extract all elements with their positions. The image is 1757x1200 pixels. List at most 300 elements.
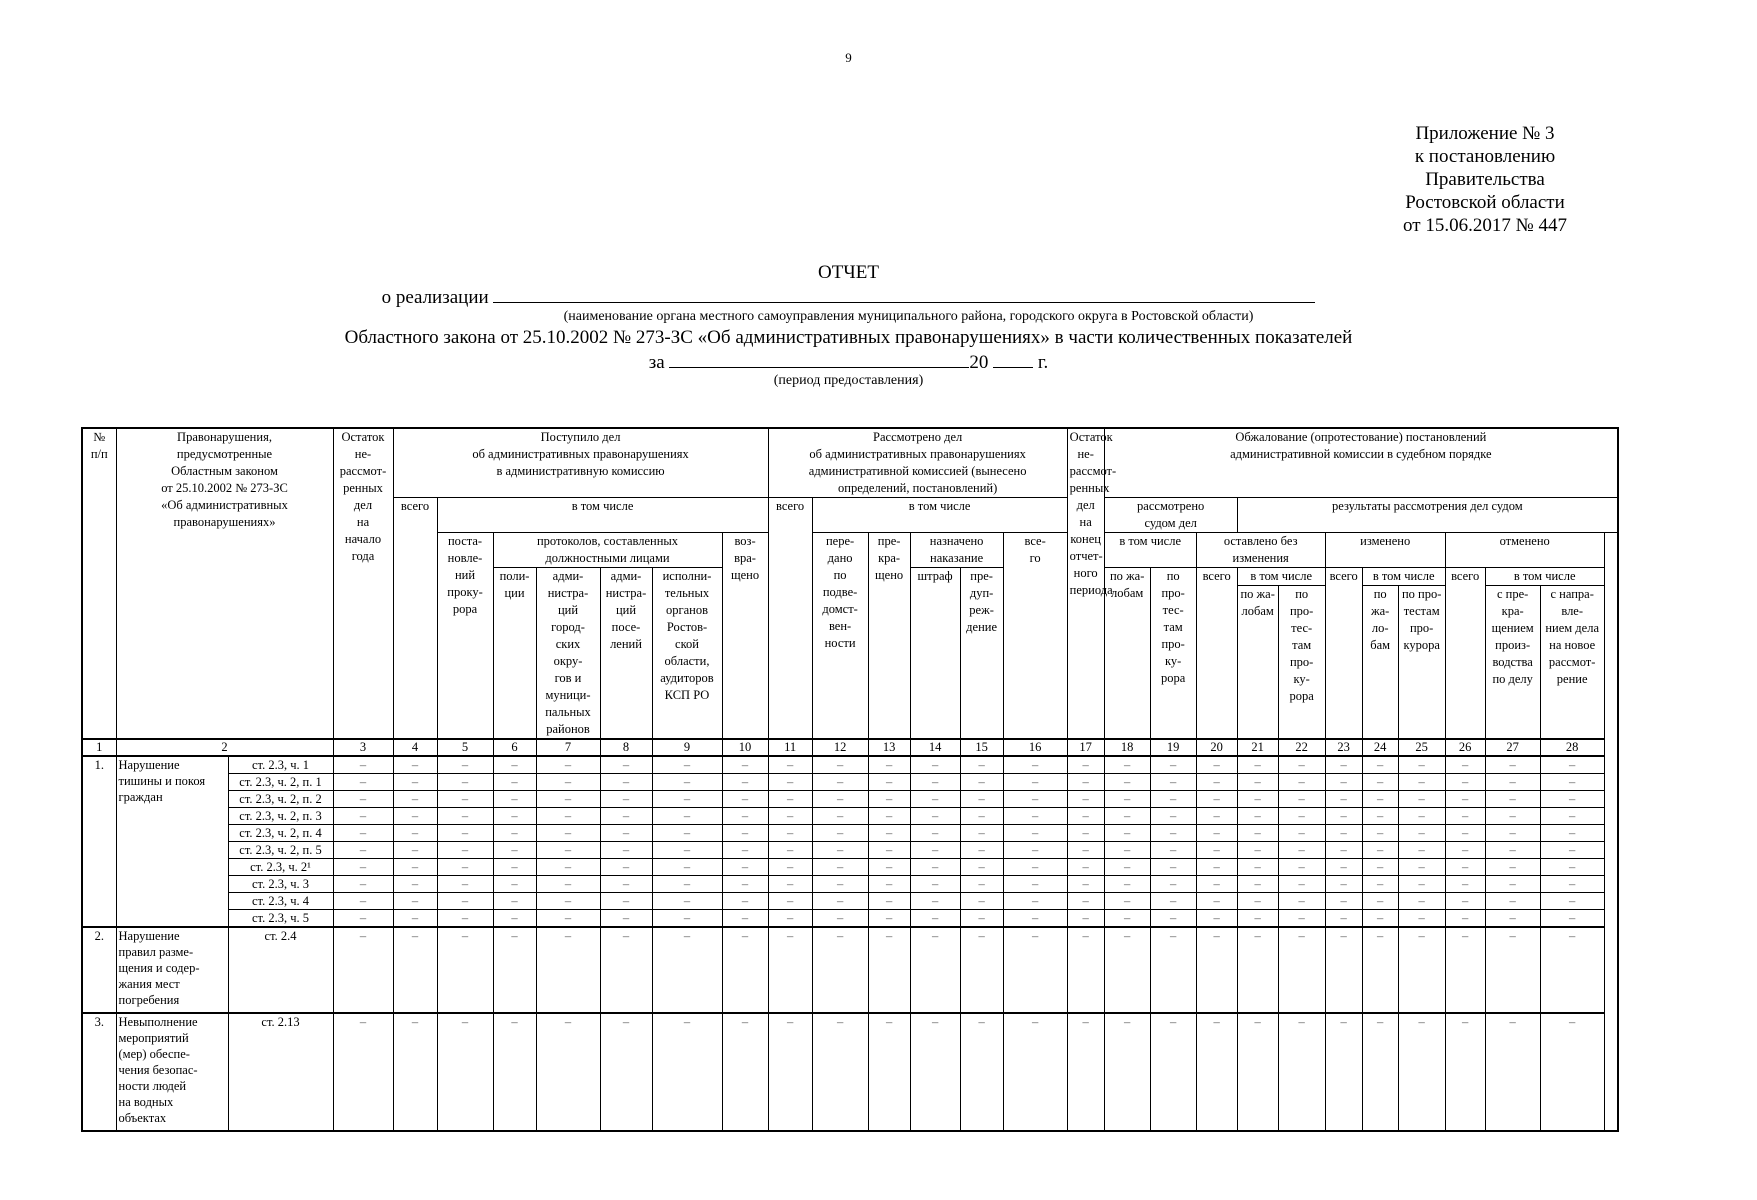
column-number: 27 — [1485, 739, 1540, 756]
value-cell: – — [1003, 876, 1067, 893]
value-cell: – — [1237, 876, 1278, 893]
value-cell: – — [600, 842, 652, 859]
value-cell: – — [333, 774, 393, 791]
value-cell: – — [1445, 859, 1485, 876]
value-cell: – — [1067, 825, 1104, 842]
value-cell: – — [333, 876, 393, 893]
header-court-considered: рассмотрено судом дел — [1104, 498, 1237, 533]
value-cell: – — [722, 859, 768, 876]
value-cell: – — [910, 1013, 960, 1131]
value-cell: – — [1278, 774, 1325, 791]
header-considered: Рассмотрено дел об административных правонарушениях административной комиссией (вынесено определений, постановлений) — [768, 428, 1067, 498]
report-table — [81, 427, 1619, 1132]
value-cell: – — [1540, 910, 1604, 928]
header-canceled-total: всего — [1445, 568, 1485, 740]
value-cell: – — [910, 774, 960, 791]
value-cell: – — [812, 1013, 868, 1131]
value-cell: – — [1278, 927, 1325, 1013]
header-changed: изменено — [1325, 533, 1445, 568]
table-row — [82, 774, 1618, 791]
value-cell: – — [652, 893, 722, 910]
table-row — [82, 825, 1618, 842]
column-number: 2 — [116, 739, 333, 756]
table-row — [82, 859, 1618, 876]
value-cell: – — [1003, 927, 1067, 1013]
value-cell: – — [1540, 1013, 1604, 1131]
value-cell: – — [393, 825, 437, 842]
value-cell: – — [493, 825, 536, 842]
value-cell: – — [1278, 825, 1325, 842]
value-cell: – — [1278, 808, 1325, 825]
value-cell: – — [1540, 774, 1604, 791]
value-cell: – — [1362, 927, 1398, 1013]
report-line-3 — [0, 350, 1697, 374]
header-num: № п/п — [82, 428, 116, 739]
value-cell: – — [1237, 756, 1278, 774]
value-cell: – — [536, 893, 600, 910]
value-cell: – — [493, 910, 536, 928]
value-cell: – — [1196, 1013, 1237, 1131]
value-cell: – — [1485, 876, 1540, 893]
appendix-line: к постановлению — [1414, 146, 1556, 167]
value-cell: – — [1398, 825, 1445, 842]
column-number: 10 — [722, 739, 768, 756]
year-blank — [993, 350, 1033, 368]
header-city-admin: адми- нистра- ций город- ских окру- гов и муници- пальных районов — [536, 568, 600, 740]
header-transferred: пере- дано по подве- домст- вен- ности — [812, 533, 868, 740]
value-cell: – — [1362, 910, 1398, 928]
value-cell: – — [1325, 756, 1362, 774]
column-number: 1 — [82, 739, 116, 756]
value-cell: – — [1485, 927, 1540, 1013]
column-number: 9 — [652, 739, 722, 756]
offense-name: Нарушение тишины и покоя граждан — [116, 756, 228, 927]
value-cell: – — [1003, 893, 1067, 910]
value-cell: – — [393, 791, 437, 808]
header-unchanged-protests: по про- тес- там про- ку- рора — [1278, 586, 1325, 739]
appendix-line: Правительства — [1425, 169, 1545, 190]
value-cell: – — [1398, 791, 1445, 808]
header-received: Поступило дел об административных правонарушениях в административную комиссию — [393, 428, 768, 498]
value-cell: – — [812, 756, 868, 774]
value-cell: – — [1362, 876, 1398, 893]
value-cell: – — [1104, 756, 1150, 774]
value-cell: – — [812, 927, 868, 1013]
value-cell: – — [652, 910, 722, 928]
value-cell: – — [437, 756, 493, 774]
article-ref: ст. 2.3, ч. 3 — [228, 876, 333, 893]
column-number: 6 — [493, 739, 536, 756]
value-cell: – — [910, 842, 960, 859]
value-cell: – — [960, 808, 1003, 825]
value-cell: – — [768, 756, 812, 774]
value-cell: – — [600, 893, 652, 910]
value-cell: – — [1325, 774, 1362, 791]
value-cell: – — [768, 927, 812, 1013]
value-cell: – — [1540, 791, 1604, 808]
value-cell: – — [652, 1013, 722, 1131]
value-cell: – — [493, 1013, 536, 1131]
value-cell: – — [1067, 1013, 1104, 1131]
column-number: 14 — [910, 739, 960, 756]
header-canceled-termination: с пре- кра- щением произ- водства по делу — [1485, 586, 1540, 739]
column-number: 16 — [1003, 739, 1067, 756]
value-cell: – — [1540, 825, 1604, 842]
value-cell: – — [1278, 893, 1325, 910]
value-cell: – — [493, 791, 536, 808]
value-cell: – — [768, 859, 812, 876]
value-cell: – — [333, 756, 393, 774]
value-cell: – — [1067, 808, 1104, 825]
value-cell: – — [960, 1013, 1003, 1131]
header-protocols: протоколов, составленных должностными лицами — [493, 533, 722, 568]
period-hint: (период предоставления) — [773, 373, 924, 388]
article-ref: ст. 2.3, ч. 2¹ — [228, 859, 333, 876]
header-offense: Правонарушения, предусмотренные Областным законом от 25.10.2002 № 273-ЗС «Об административных правонарушениях» — [116, 428, 333, 739]
value-cell: – — [722, 756, 768, 774]
value-cell: – — [437, 876, 493, 893]
column-number: 3 — [333, 739, 393, 756]
value-cell: – — [333, 859, 393, 876]
value-cell: – — [1325, 825, 1362, 842]
value-cell: – — [960, 774, 1003, 791]
value-cell: – — [722, 910, 768, 928]
value-cell: – — [768, 910, 812, 928]
organ-name-blank — [493, 285, 1315, 303]
value-cell: – — [1445, 893, 1485, 910]
value-cell: – — [910, 756, 960, 774]
value-cell: – — [1003, 859, 1067, 876]
column-number: 13 — [868, 739, 910, 756]
value-cell: – — [1237, 1013, 1278, 1131]
value-cell: – — [1104, 876, 1150, 893]
value-cell: – — [1278, 791, 1325, 808]
article-ref: ст. 2.4 — [228, 927, 333, 1013]
value-cell: – — [960, 791, 1003, 808]
value-cell: – — [960, 927, 1003, 1013]
value-cell: – — [722, 876, 768, 893]
value-cell: – — [1237, 893, 1278, 910]
value-cell: – — [600, 808, 652, 825]
value-cell: – — [536, 791, 600, 808]
column-number: 5 — [437, 739, 493, 756]
value-cell: – — [812, 910, 868, 928]
column-numbers — [82, 739, 1618, 756]
value-cell: – — [493, 842, 536, 859]
column-number: 8 — [600, 739, 652, 756]
value-cell: – — [1237, 808, 1278, 825]
header-warning: пре- дуп- реж- дение — [960, 568, 1003, 740]
value-cell: – — [722, 893, 768, 910]
header-fine: штраф — [910, 568, 960, 740]
column-number: 12 — [812, 739, 868, 756]
value-cell: – — [960, 876, 1003, 893]
value-cell: – — [536, 774, 600, 791]
value-cell: – — [1003, 1013, 1067, 1131]
header-changed-incl: в том числе — [1362, 568, 1445, 586]
value-cell: – — [1237, 842, 1278, 859]
value-cell: – — [393, 808, 437, 825]
value-cell: – — [1237, 825, 1278, 842]
value-cell: – — [1067, 774, 1104, 791]
value-cell: – — [1485, 774, 1540, 791]
value-cell: – — [768, 808, 812, 825]
value-cell: – — [333, 893, 393, 910]
value-cell: – — [1150, 893, 1196, 910]
value-cell: – — [1003, 910, 1067, 928]
value-cell: – — [1150, 825, 1196, 842]
column-number: 17 — [1067, 739, 1104, 756]
value-cell: – — [722, 842, 768, 859]
value-cell: – — [393, 756, 437, 774]
value-cell: – — [600, 791, 652, 808]
header-changed-protests: по про- тестам про- курора — [1398, 586, 1445, 739]
article-ref: ст. 2.3, ч. 1 — [228, 756, 333, 774]
value-cell: – — [437, 910, 493, 928]
column-number-row — [82, 739, 1618, 756]
value-cell: – — [600, 1013, 652, 1131]
report-line-2: Областного закона от 25.10.2002 № 273-ЗС «Об административных правонарушениях» в части количественных показателей — [344, 327, 1353, 348]
value-cell: – — [1150, 927, 1196, 1013]
value-cell: – — [652, 791, 722, 808]
value-cell: – — [1067, 876, 1104, 893]
value-cell: – — [393, 1013, 437, 1131]
value-cell: – — [1278, 842, 1325, 859]
column-number: 24 — [1362, 739, 1398, 756]
report-line-1 — [0, 285, 1697, 309]
value-cell: – — [812, 791, 868, 808]
value-cell: – — [1196, 893, 1237, 910]
value-cell: – — [1003, 842, 1067, 859]
value-cell: – — [536, 876, 600, 893]
value-cell: – — [1362, 791, 1398, 808]
value-cell: – — [1237, 774, 1278, 791]
value-cell: – — [393, 893, 437, 910]
column-number: 25 — [1398, 739, 1445, 756]
value-cell: – — [910, 791, 960, 808]
value-cell: – — [652, 859, 722, 876]
value-cell: – — [1540, 842, 1604, 859]
value-cell: – — [1067, 859, 1104, 876]
value-cell: – — [437, 791, 493, 808]
header-remaining-end: Остаток не- рассмот- ренных дел на конец отчет- ного периода — [1067, 428, 1104, 739]
value-cell: – — [1540, 927, 1604, 1013]
value-cell: – — [1540, 876, 1604, 893]
value-cell: – — [1003, 825, 1067, 842]
period-blank — [669, 350, 969, 368]
value-cell: – — [868, 859, 910, 876]
table-row — [82, 876, 1618, 893]
value-cell: – — [868, 876, 910, 893]
article-ref: ст. 2.3, ч. 5 — [228, 910, 333, 928]
value-cell: – — [1150, 859, 1196, 876]
value-cell: – — [1278, 910, 1325, 928]
value-cell: – — [812, 825, 868, 842]
column-number: 22 — [1278, 739, 1325, 756]
value-cell: – — [1196, 876, 1237, 893]
column-number: 26 — [1445, 739, 1485, 756]
value-cell: – — [1485, 859, 1540, 876]
table-row — [82, 893, 1618, 910]
value-cell: – — [493, 756, 536, 774]
value-cell: – — [652, 808, 722, 825]
value-cell: – — [652, 825, 722, 842]
value-cell: – — [1325, 842, 1362, 859]
column-number: 4 — [393, 739, 437, 756]
value-cell: – — [1150, 1013, 1196, 1131]
value-cell: – — [1278, 756, 1325, 774]
header-appeal: Обжалование (опротестование) постановлений административной комиссии в судебном порядке — [1104, 428, 1618, 498]
header-changed-total: всего — [1325, 568, 1362, 740]
value-cell: – — [868, 910, 910, 928]
organ-name-hint: (наименование органа местного самоуправления муниципального района, городского округа в Ростовской области) — [563, 309, 1254, 324]
value-cell: – — [910, 893, 960, 910]
value-cell: – — [1196, 927, 1237, 1013]
value-cell: – — [1150, 910, 1196, 928]
value-cell: – — [1104, 1013, 1150, 1131]
header-considered-incl: в том числе — [812, 498, 1067, 533]
header-received-incl: в том числе — [437, 498, 768, 533]
value-cell: – — [437, 825, 493, 842]
value-cell: – — [333, 842, 393, 859]
table-row — [82, 808, 1618, 825]
value-cell: – — [1196, 791, 1237, 808]
header-terminated: пре- кра- щено — [868, 533, 910, 740]
value-cell: – — [1485, 825, 1540, 842]
period-year-prefix: 20 — [969, 352, 989, 373]
value-cell: – — [600, 774, 652, 791]
value-cell: – — [868, 842, 910, 859]
value-cell: – — [493, 774, 536, 791]
value-cell: – — [1196, 774, 1237, 791]
value-cell: – — [910, 927, 960, 1013]
value-cell: – — [1104, 808, 1150, 825]
value-cell: – — [600, 910, 652, 928]
value-cell: – — [1362, 825, 1398, 842]
value-cell: – — [812, 859, 868, 876]
value-cell: – — [1237, 791, 1278, 808]
value-cell: – — [1398, 842, 1445, 859]
value-cell: – — [493, 893, 536, 910]
column-number: 11 — [768, 739, 812, 756]
value-cell: – — [1485, 1013, 1540, 1131]
page-number: 9 — [845, 50, 852, 65]
value-cell: – — [437, 808, 493, 825]
value-cell: – — [1540, 893, 1604, 910]
header-executive: исполни- тельных органов Ростов- ской области, аудиторов КСП РО — [652, 568, 722, 740]
value-cell: – — [600, 927, 652, 1013]
value-cell: – — [910, 808, 960, 825]
value-cell: – — [722, 774, 768, 791]
value-cell: – — [333, 791, 393, 808]
data-rows — [82, 756, 1618, 1131]
value-cell: – — [1325, 876, 1362, 893]
appendix-block — [1380, 122, 1590, 237]
value-cell: – — [1104, 825, 1150, 842]
header-penalty: назначено наказание — [910, 533, 1003, 568]
value-cell: – — [868, 927, 910, 1013]
appendix-line: от 15.06.2017 № 447 — [1403, 215, 1567, 236]
value-cell: – — [600, 756, 652, 774]
value-cell: – — [1150, 774, 1196, 791]
value-cell: – — [1150, 808, 1196, 825]
value-cell: – — [768, 876, 812, 893]
column-number: 19 — [1150, 739, 1196, 756]
value-cell: – — [1104, 842, 1150, 859]
value-cell: – — [1104, 859, 1150, 876]
value-cell: – — [1104, 893, 1150, 910]
value-cell: – — [1485, 808, 1540, 825]
value-cell: – — [1325, 893, 1362, 910]
value-cell: – — [1196, 825, 1237, 842]
value-cell: – — [333, 927, 393, 1013]
value-cell: – — [868, 893, 910, 910]
value-cell: – — [1237, 859, 1278, 876]
value-cell: – — [1067, 927, 1104, 1013]
value-cell: – — [868, 791, 910, 808]
value-cell: – — [1398, 808, 1445, 825]
value-cell: – — [1278, 876, 1325, 893]
value-cell: – — [536, 842, 600, 859]
value-cell: – — [1003, 791, 1067, 808]
value-cell: – — [868, 825, 910, 842]
value-cell: – — [393, 859, 437, 876]
column-number: 7 — [536, 739, 600, 756]
value-cell: – — [536, 927, 600, 1013]
value-cell: – — [1104, 927, 1150, 1013]
value-cell: – — [910, 910, 960, 928]
header-court-results: результаты рассмотрения дел судом — [1237, 498, 1618, 533]
value-cell: – — [1398, 927, 1445, 1013]
value-cell: – — [536, 859, 600, 876]
value-cell: – — [768, 1013, 812, 1131]
value-cell: – — [536, 825, 600, 842]
value-cell: – — [1445, 756, 1485, 774]
value-cell: – — [393, 910, 437, 928]
value-cell: – — [1398, 876, 1445, 893]
value-cell: – — [812, 876, 868, 893]
value-cell: – — [1150, 756, 1196, 774]
value-cell: – — [1445, 910, 1485, 928]
value-cell: – — [493, 927, 536, 1013]
value-cell: – — [1398, 859, 1445, 876]
value-cell: – — [600, 859, 652, 876]
value-cell: – — [1485, 910, 1540, 928]
value-cell: – — [960, 756, 1003, 774]
value-cell: – — [1445, 1013, 1485, 1131]
value-cell: – — [1398, 1013, 1445, 1131]
value-cell: – — [652, 756, 722, 774]
row-number: 1. — [82, 756, 116, 927]
appendix-line: Ростовской области — [1405, 192, 1565, 213]
value-cell: – — [437, 927, 493, 1013]
value-cell: – — [812, 893, 868, 910]
value-cell: – — [1398, 910, 1445, 928]
value-cell: – — [1067, 842, 1104, 859]
column-number: 28 — [1540, 739, 1604, 756]
table-row — [82, 1013, 1618, 1131]
value-cell: – — [536, 756, 600, 774]
value-cell: – — [1485, 842, 1540, 859]
value-cell: – — [1150, 842, 1196, 859]
header-canceled-new-review: с напра- вле- нием дела на новое рассмот- рение — [1540, 586, 1604, 739]
value-cell: – — [1362, 1013, 1398, 1131]
value-cell: – — [1540, 756, 1604, 774]
header-court-total: все- го — [1003, 533, 1067, 740]
value-cell: – — [1196, 859, 1237, 876]
header-remaining-start: Остаток не- рассмот- ренных дел на начало года — [333, 428, 393, 739]
header-unchanged-incl: в том числе — [1237, 568, 1325, 586]
